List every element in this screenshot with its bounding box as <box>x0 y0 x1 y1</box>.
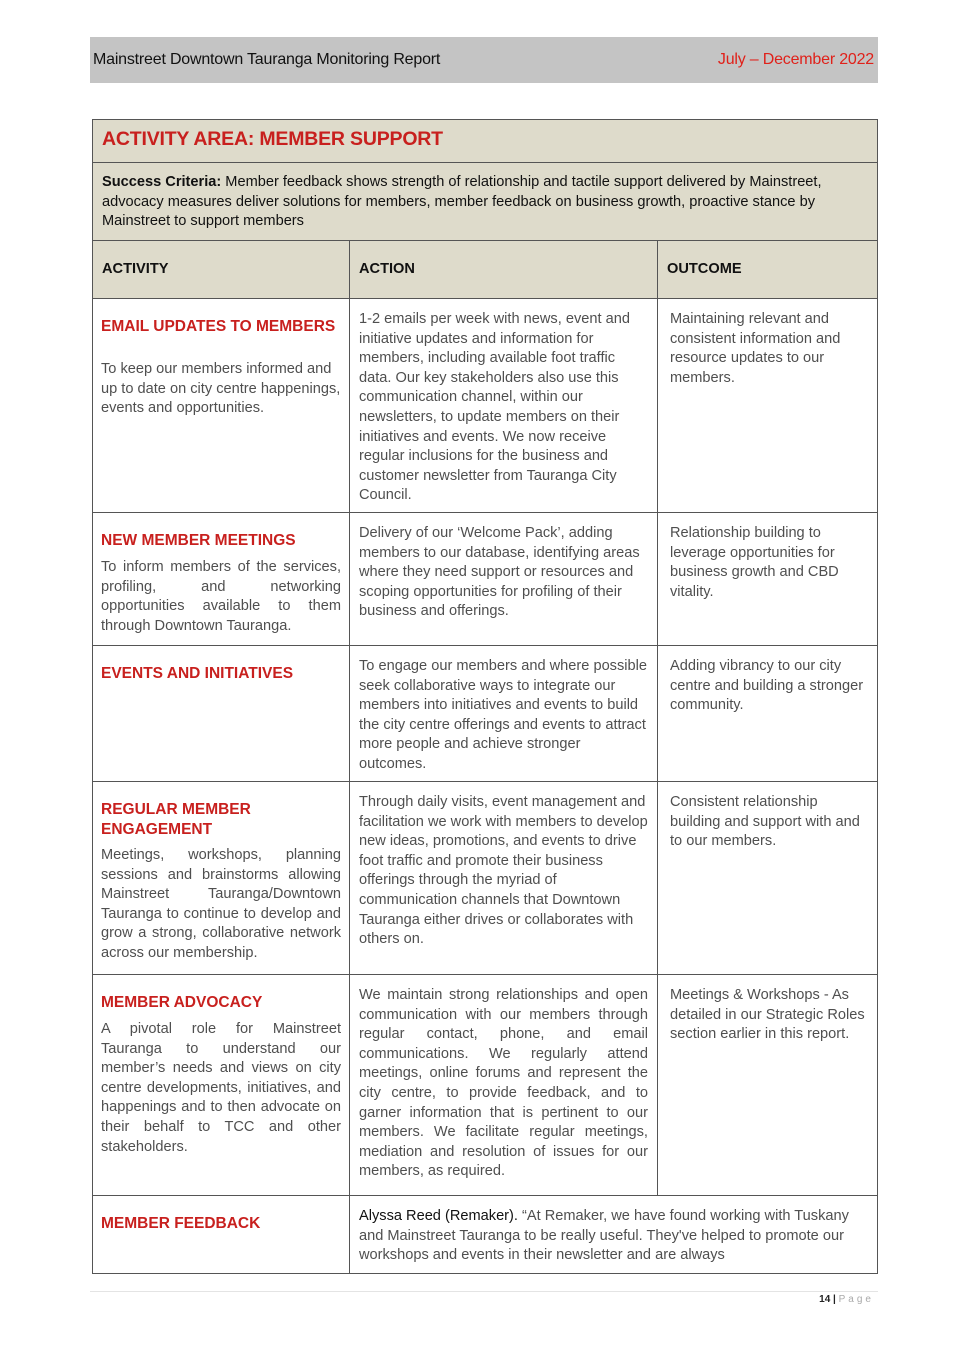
activity-cell <box>93 782 350 975</box>
outcome-cell: Relationship building to leverage opportunities for business growth and CBD vitality. <box>658 513 878 646</box>
activity-description: To keep our members informed and up to date on city centre happenings, events and opportunities. <box>101 361 341 417</box>
success-criteria-text: Member feedback shows strength of relationship and tactile support delivered by Mainstreet, advocacy measures deliver solutions for members, member feedback on business growth, proactive stance by Mainstreet to support members <box>102 174 822 230</box>
activity-description: Meetings, workshops, planning sessions and brainstorms allowing Mainstreet Tauranga/Downtown Tauranga to continue to develop and grow a strong, collaborative network across our membership. <box>101 847 341 961</box>
outcome-cell: Consistent relationship building and support with and to our members. <box>658 782 878 975</box>
column-header-outcome: OUTCOME <box>658 241 878 299</box>
activity-title: NEW MEMBER MEETINGS <box>101 532 296 549</box>
action-cell: Through daily visits, event management and facilitation we work with members to develop new ideas, promotions, and events to drive foot traffic and promote their business offerings through the myriad of communication channels that Downtown Tauranga either drives or collaborates with others on. <box>350 782 658 975</box>
action-cell: Delivery of our ‘Welcome Pack’, adding members to our database, identifying areas where they need support or resources and scoping opportunities for profiling of their business and offerings. <box>350 513 658 646</box>
activity-cell <box>93 513 350 646</box>
outcome-cell: Adding vibrancy to our city centre and building a stronger community. <box>658 646 878 782</box>
footer-divider <box>90 1291 878 1292</box>
activity-cell <box>93 299 350 513</box>
action-cell: We maintain strong relationships and open communication with our members through regular contact, phone, and email communications. We regularly attend meetings, online forums and represent the city centre, to provide feedback, and to garner information that is pertinent to our members. We facilitate regular meetings, mediation and resolution of issues for our members, as required. <box>350 975 658 1196</box>
report-title: Mainstreet Downtown Tauranga Monitoring Report <box>93 51 441 68</box>
column-header-row <box>93 241 878 299</box>
outcome-cell: Maintaining relevant and consistent information and resource updates to our members. <box>658 299 878 513</box>
table-row <box>93 782 878 975</box>
feedback-cell <box>350 1196 878 1274</box>
page-separator: | <box>830 1294 839 1305</box>
feedback-quote: “At Remaker, we have found working with Tuskany and Mainstreet Tauranga to be really useful. They've helped to promote our workshops and events in their newsletter and are always <box>359 1208 849 1264</box>
report-date-range: July – December 2022 <box>717 51 874 68</box>
activity-title: EVENTS AND INITIATIVES <box>101 665 294 682</box>
activity-cell <box>93 975 350 1196</box>
feedback-author: Alyssa Reed (Remaker). <box>359 1208 518 1224</box>
activity-area-title: ACTIVITY AREA: MEMBER SUPPORT <box>102 128 443 150</box>
activity-title: MEMBER ADVOCACY <box>101 994 263 1011</box>
activity-cell <box>93 1196 350 1274</box>
table-row <box>93 646 878 782</box>
action-cell: 1-2 emails per week with news, event and initiative updates and information for members, including available foot traffic data. Our key stakeholders also use this communication channel, within our newsletters, to update members on their initiatives and events. We now receive regular inclusions for the business and customer newsletter from Tauranga City Council. <box>350 299 658 513</box>
activity-description: To inform members of the services, profiling, and networking opportunities available to them through Downtown Tauranga. <box>101 559 341 634</box>
outcome-cell: Meetings & Workshops - As detailed in our Strategic Roles section earlier in this report. <box>658 975 878 1196</box>
success-criteria-label: Success Criteria: <box>102 174 222 190</box>
column-header-activity: ACTIVITY <box>93 241 350 299</box>
feedback-title: MEMBER FEEDBACK <box>101 1215 261 1232</box>
action-cell: To engage our members and where possible seek collaborative ways to integrate our members into initiatives and events to build the city centre offerings and events to attract more people and achieve stronger outcomes. <box>350 646 658 782</box>
page-number: 14 <box>819 1294 831 1305</box>
member-support-table <box>92 119 878 1274</box>
table-row <box>93 513 878 646</box>
column-header-action: ACTION <box>350 241 658 299</box>
feedback-row <box>93 1196 878 1274</box>
activity-description: A pivotal role for Mainstreet Tauranga to understand our member’s needs and views on city centre developments, initiatives, and happenings and to then advocate on their behalf to TCC and other stakeholders. <box>101 1021 341 1155</box>
report-header <box>90 37 878 83</box>
activity-cell <box>93 646 350 782</box>
page-footer <box>819 1294 874 1305</box>
activity-area-row <box>93 120 878 163</box>
activity-title: REGULAR MEMBER ENGAGEMENT <box>101 801 251 838</box>
page-label: Page <box>838 1294 874 1305</box>
success-criteria-row <box>93 163 878 241</box>
table-row <box>93 975 878 1196</box>
table-row <box>93 299 878 513</box>
activity-title: EMAIL UPDATES TO MEMBERS <box>101 318 336 335</box>
